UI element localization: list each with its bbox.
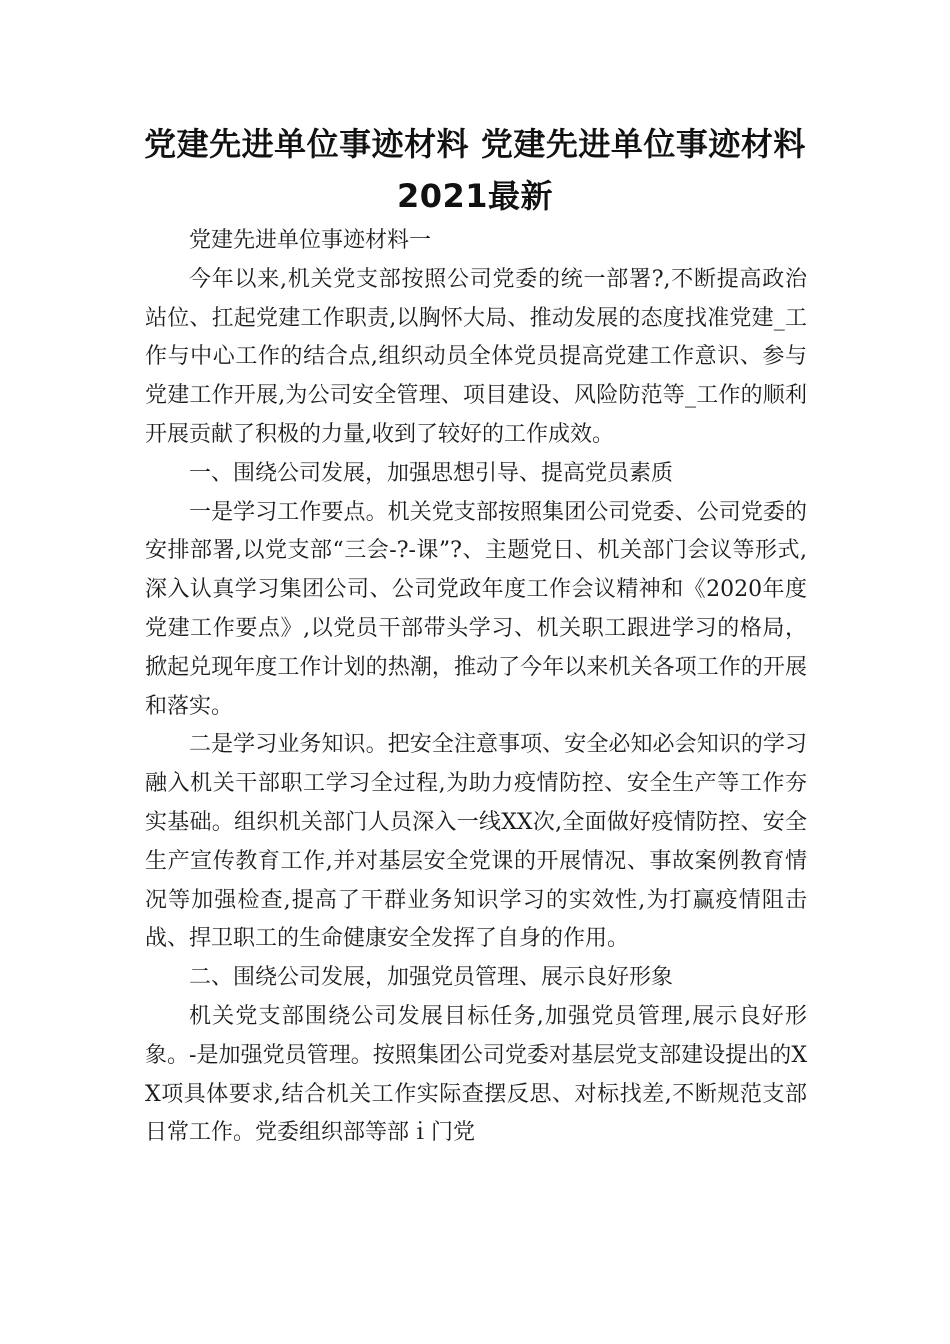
document-title: 党建先进单位事迹材料 党建先进单位事迹材料2021最新 — [144, 125, 806, 215]
section-heading: 一、围绕公司发展，加强思想引导、提高党员素质 — [189, 460, 674, 486]
body-paragraph: 机关党支部围绕公司发展目标任务,加强党员管理,展示良好形象。-是加强党员管理。按照集团公司党委对基层党支部建设提出的XX项具体要求,结合机关工作实际查摆反思、对标找差,不断规范支部日常工作。党委组织部等部ｉ门党 — [145, 1003, 807, 1146]
body-paragraph: 二是学习业务知识。把安全注意事项、安全必知必会知识的学习融入机关干部职工学习全过程,为助力疫情防控、安全生产等工作夯实基础。组织机关部门人员深入一线XX次,全面做好疫情防控、安全生产宣传教育工作,并对基层安全党课的开展情况、事故案例教育情况等加强检查,提高了干群业务知识学习的实效性,为打赢疫情阻击战、捍卫职工的生命健康安全发挥了自身的作用。 — [145, 732, 807, 952]
section-subtitle: 党建先进单位事迹材料一 — [189, 228, 432, 253]
document-body — [145, 222, 807, 1153]
body-paragraph: 一是学习工作要点。机关党支部按照集团公司党委、公司党委的安排部署,以党支部“三会-?-课”?、主题党日、机关部门会议等形式,深入认真学习集团公司、公司党政年度工作会议精神和《2020年度党建工作要点》,以党员干部带头学习、机关职工跟进学习的格局，掀起兑现年度工作计划的热潮，推动了今年以来机关各项工作的开展和落实。 — [145, 499, 807, 719]
body-paragraph: 今年以来,机关党支部按照公司党委的统一部署?,不断提高政治站位、扛起党建工作职责,以胸怀大局、推动发展的态度找准党建_工作与中心工作的结合点,组织动员全体党员提高党建工作意识、参与党建工作开展,为公司安全管理、项目建设、风险防范等_工作的顺利开展贡献了积极的力量,收到了较好的工作成效。 — [145, 266, 807, 447]
section-heading: 二、围绕公司发展，加强党员管理、展示良好形象 — [189, 965, 674, 991]
